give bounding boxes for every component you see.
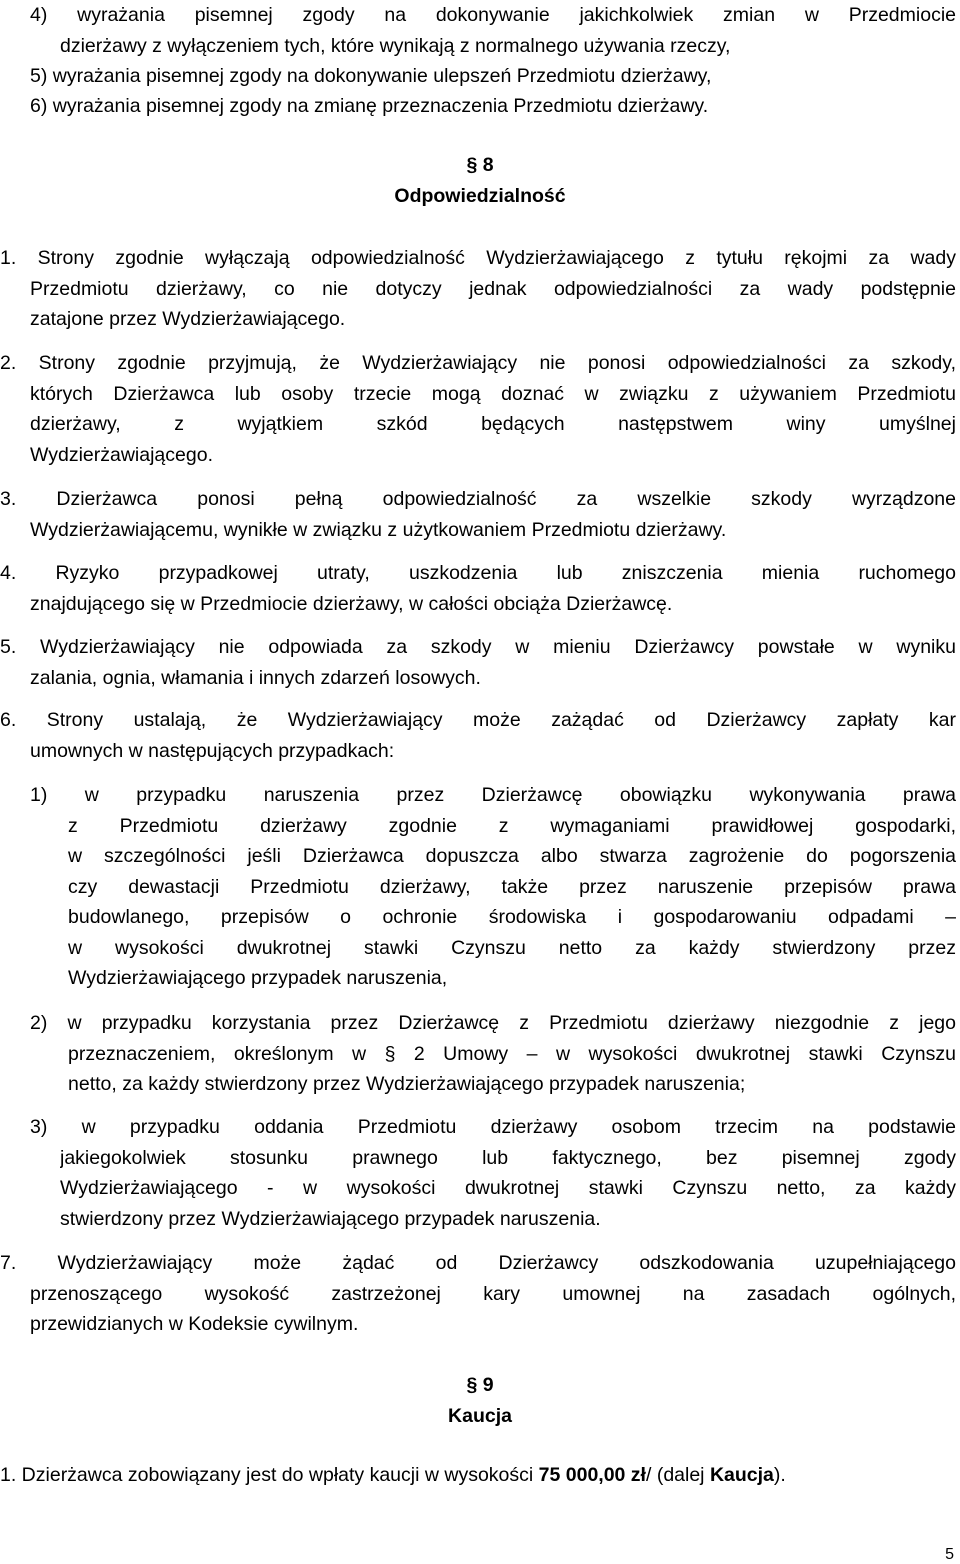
text-fragment: ). [773,1464,786,1486]
text-line: Wydzierżawiającego. [30,443,213,466]
text-fragment: / (dalej [645,1464,710,1486]
text-line: 5. Wydzierżawiający nie odpowiada za szkody w mieniu Dzierżawcy powstałe w wyniku [0,636,956,658]
section-title: Kaucja [448,1404,512,1427]
text-line: dzierżawy z wyłączeniem tych, które wynikają z normalnego używania rzeczy, [60,34,731,57]
text-line: czy dewastacji Przedmiotu dzierżawy, także przez naruszenie przepisów prawa [68,875,956,898]
text-line: budowlanego, przepisów o ochronie środowiska i gospodarowaniu odpadami – [68,906,956,928]
section-heading-8 [0,150,960,211]
paragraph-1 [0,243,956,335]
deposit-amount: 75 000,00 zł [538,1464,646,1486]
text-line: zalania, ognia, włamania i innych zdarzeń losowych. [30,666,481,689]
text-line: 4. Ryzyko przypadkowej utraty, uszkodzenia lub zniszczenia mienia ruchomego [0,562,956,584]
sub-item-2 [30,1008,956,1100]
text-line: przewidzianych w Kodeksie cywilnym. [30,1313,359,1335]
text-line [0,1460,956,1491]
text-fragment: 1. Dzierżawca zobowiązany jest do wpłaty kaucji w wysokości [0,1464,539,1486]
text-line: 1. Strony zgodnie wyłączają odpowiedzialność Wydzierżawiającego z tytułu rękojmi za wady [0,247,956,269]
text-line: Wydzierżawiającego przypadek naruszenia, [68,967,448,989]
text-line: netto, za każdy stwierdzony przez Wydzierżawiającego przypadek naruszenia; [68,1073,746,1095]
paragraph-6 [0,705,956,766]
text-line: w szczególności jeśli Dzierżawca dopuszcza albo stwarza zagrożenie do pogorszenia [68,845,956,867]
text-line: przeznaczeniem, określonym w § 2 Umowy – w wysokości dwukrotnej stawki Czynszu [68,1042,956,1065]
section-title: Odpowiedzialność [394,184,566,207]
text-line: 2. Strony zgodnie przyjmują, że Wydzierżawiający nie ponosi odpowiedzialności za szkody, [0,352,956,374]
text-line: 1) w przypadku naruszenia przez Dzierżawcę obowiązku wykonywania prawa [30,784,956,806]
text-line: 3) w przypadku oddania Przedmiotu dzierżawy osobom trzecim na podstawie [30,1116,956,1138]
paragraph-s9-1 [0,1460,956,1491]
paragraph-5 [0,632,956,693]
defined-term: Kaucja [709,1464,774,1486]
text-line: 6. Strony ustalają, że Wydzierżawiający może zażądać od Dzierżawcy zapłaty kar [0,709,956,731]
top-item-4 [30,0,956,61]
text-line: 4) wyrażania pisemnej zgody na dokonywanie jakichkolwiek zmian w Przedmiocie [30,4,956,26]
text-line: Przedmiotu dzierżawy, co nie dotyczy jednak odpowiedzialności za wady podstępnie [30,277,956,300]
top-item-5 [30,61,956,92]
text-line: z Przedmiotu dzierżawy zgodnie z wymaganiami prawidłowej gospodarki, [68,814,956,837]
page-number: 5 [945,1546,954,1563]
sub-item-3 [30,1112,956,1234]
section-heading-9 [0,1370,960,1431]
text-line: umownych w następujących przypadkach: [30,739,395,762]
text-line: 6) wyrażania pisemnej zgody na zmianę przeznaczenia Przedmiotu dzierżawy. [30,95,709,117]
paragraph-4 [0,558,956,619]
paragraph-7 [0,1248,956,1340]
text-line: 2) w przypadku korzystania przez Dzierżawcę z Przedmiotu dzierżawy niezgodnie z jego [30,1012,956,1034]
text-line: znajdującego się w Przedmiocie dzierżawy, w całości obciąża Dzierżawcę. [30,592,673,615]
text-line: przenoszącego wysokość zastrzeżonej kary umownej na zasadach ogólnych, [30,1282,956,1305]
text-line: 7. Wydzierżawiający może żądać od Dzierżawcy odszkodowania uzupełniającego [0,1252,956,1274]
section-number: § 9 [466,1374,494,1396]
text-line: Wydzierżawiającego - w wysokości dwukrotnej stawki Czynszu netto, za każdy [60,1177,956,1199]
text-line: 5) wyrażania pisemnej zgody na dokonywanie ulepszeń Przedmiotu dzierżawy, [30,65,712,87]
section-number: § 8 [466,154,494,176]
paragraph-2 [0,348,956,470]
top-item-6 [30,91,956,122]
text-line: zatajone przez Wydzierżawiającego. [30,308,346,330]
text-line: 3. Dzierżawca ponosi pełną odpowiedzialność za wszelkie szkody wyrządzone [0,488,956,510]
sub-item-1 [30,780,956,994]
text-line: w wysokości dwukrotnej stawki Czynszu netto za każdy stwierdzony przez [68,936,956,959]
text-line: jakiegokolwiek stosunku prawnego lub faktycznego, bez pisemnej zgody [60,1146,956,1169]
text-line: Wydzierżawiającemu, wynikłe w związku z użytkowaniem Przedmiotu dzierżawy. [30,518,727,541]
paragraph-3 [0,484,956,545]
text-line: dzierżawy, z wyjątkiem szkód będących następstwem winy umyślnej [30,413,956,435]
text-line: których Dzierżawca lub osoby trzecie mogą doznać w związku z używaniem Przedmiotu [30,382,956,405]
text-line: stwierdzony przez Wydzierżawiającego przypadek naruszenia. [60,1207,601,1230]
